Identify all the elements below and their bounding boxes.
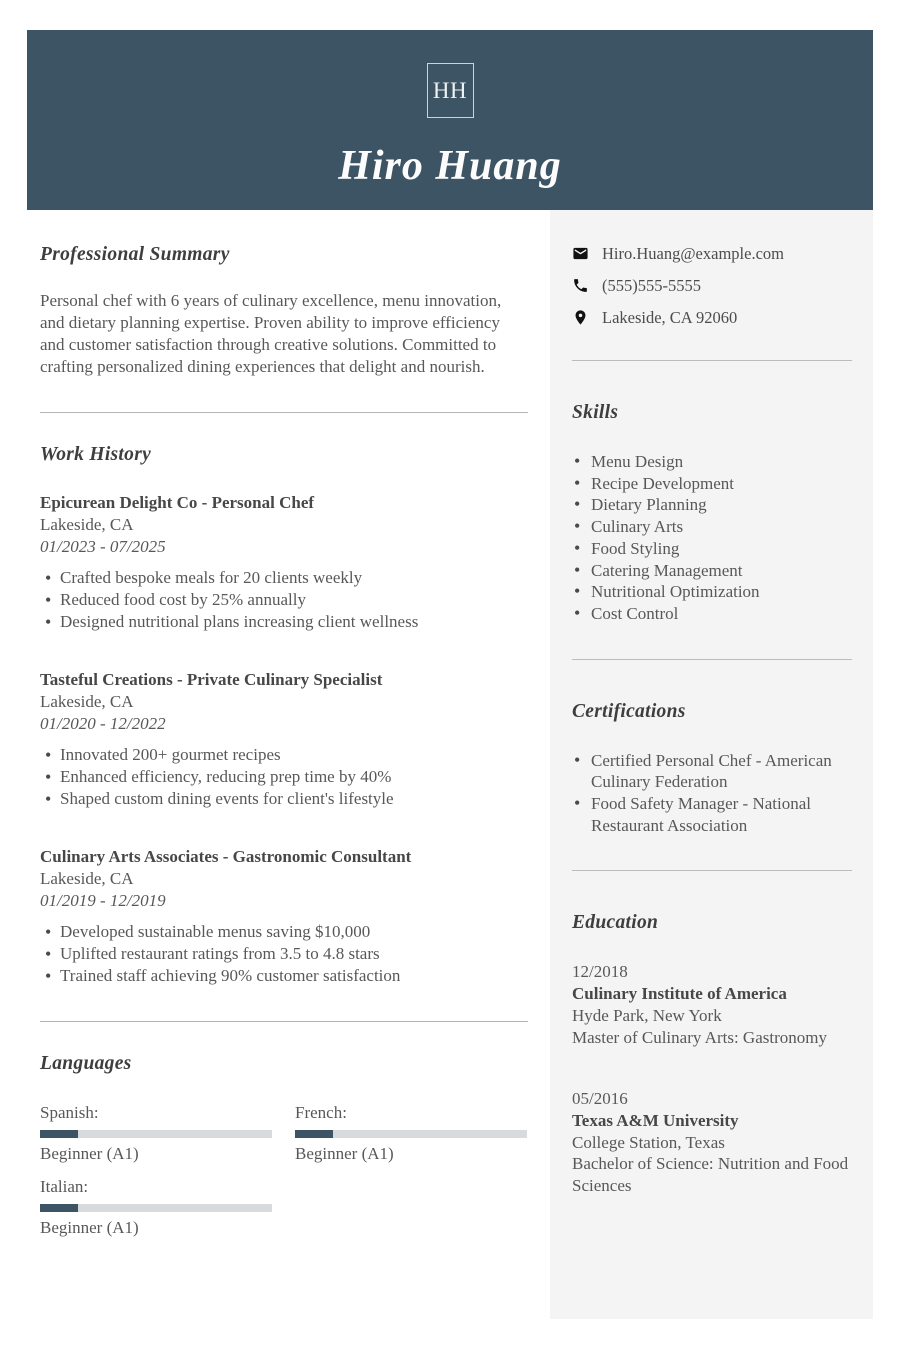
skill-item: • Cost Control bbox=[572, 603, 852, 625]
section-contact bbox=[572, 245, 852, 326]
divider bbox=[572, 659, 852, 660]
email-icon bbox=[572, 245, 589, 262]
certification-item: • Food Safety Manager - National Restaurant Association bbox=[572, 793, 852, 836]
section-languages bbox=[40, 1052, 528, 1238]
bullet-item: • Shaped custom dining events for client's lifestyle bbox=[40, 788, 528, 810]
language-name: Italian: bbox=[40, 1177, 89, 1196]
language-progress-fill bbox=[40, 1130, 78, 1138]
job-location: Lakeside, CA bbox=[40, 869, 134, 888]
language-progress-bar bbox=[295, 1130, 527, 1138]
divider bbox=[40, 412, 528, 413]
section-work-history bbox=[40, 443, 528, 987]
bullet-item: • Designed nutritional plans increasing client wellness bbox=[40, 611, 528, 633]
skill-item: • Food Styling bbox=[572, 538, 852, 560]
language-item bbox=[40, 1103, 272, 1164]
job-entry bbox=[40, 669, 528, 810]
language-progress-bar bbox=[40, 1130, 272, 1138]
skills-list bbox=[572, 451, 852, 625]
certification-item: • Certified Personal Chef - American Culinary Federation bbox=[572, 750, 852, 793]
bullet-item: • Innovated 200+ gourmet recipes bbox=[40, 744, 528, 766]
summary-heading: Professional Summary bbox=[40, 244, 230, 265]
education-school: Culinary Institute of America bbox=[572, 984, 787, 1004]
contact-email-row bbox=[572, 245, 852, 262]
skill-item: • Recipe Development bbox=[572, 473, 852, 495]
education-date: 12/2018 bbox=[572, 962, 628, 982]
certifications-list bbox=[572, 750, 852, 837]
job-dates: 01/2023 - 07/2025 bbox=[40, 537, 166, 556]
bullet-item: • Trained staff achieving 90% customer satisfaction bbox=[40, 965, 528, 987]
contact-phone: (555)555-5555 bbox=[602, 276, 701, 295]
education-date: 05/2016 bbox=[572, 1089, 628, 1109]
job-location: Lakeside, CA bbox=[40, 515, 134, 534]
phone-icon bbox=[572, 277, 589, 294]
job-title: Epicurean Delight Co - Personal Chef bbox=[40, 493, 315, 512]
bullet-item: • Uplifted restaurant ratings from 3.5 to 4.8 stars bbox=[40, 943, 528, 965]
job-bullet-list bbox=[40, 921, 528, 987]
summary-text: Personal chef with 6 years of culinary excellence, menu innovation, and dietary planning expertise. Proven ability to improve efficiency and customer satisfaction through creative solutions. Committed to crafting personalized dining experiences that delight and nourish. bbox=[40, 291, 502, 376]
contact-phone-row bbox=[572, 277, 852, 294]
job-bullet-list bbox=[40, 744, 528, 810]
divider bbox=[40, 1021, 528, 1022]
skill-item: • Catering Management bbox=[572, 560, 852, 582]
language-item bbox=[40, 1177, 272, 1238]
skill-item: • Dietary Planning bbox=[572, 494, 852, 516]
education-degree: Master of Culinary Arts: Gastronomy bbox=[572, 1027, 827, 1047]
education-entry bbox=[572, 1088, 852, 1197]
bullet-item: • Developed sustainable menus saving $10,000 bbox=[40, 921, 528, 943]
languages-heading: Languages bbox=[40, 1053, 132, 1074]
work-history-heading: Work History bbox=[40, 444, 152, 465]
divider bbox=[572, 870, 852, 871]
job-entry bbox=[40, 492, 528, 633]
section-education bbox=[572, 911, 852, 1196]
languages-grid bbox=[40, 1103, 528, 1238]
header-banner bbox=[27, 30, 873, 210]
monogram-initials: HH bbox=[432, 77, 468, 103]
language-progress-fill bbox=[40, 1204, 78, 1212]
section-skills bbox=[572, 401, 852, 625]
bullet-item: • Crafted bespoke meals for 20 clients weekly bbox=[40, 567, 528, 589]
language-progress-bar bbox=[40, 1204, 272, 1212]
section-certifications bbox=[572, 700, 852, 837]
job-location: Lakeside, CA bbox=[40, 692, 134, 711]
education-entry bbox=[572, 961, 852, 1048]
main-column bbox=[27, 210, 550, 1319]
skill-item: • Culinary Arts bbox=[572, 516, 852, 538]
content-columns bbox=[27, 210, 873, 1319]
education-heading: Education bbox=[572, 912, 659, 934]
education-location: Hyde Park, New York bbox=[572, 1005, 722, 1025]
job-bullet-list bbox=[40, 567, 528, 633]
language-item bbox=[295, 1103, 527, 1164]
contact-email: Hiro.Huang@example.com bbox=[602, 244, 784, 263]
language-progress-fill bbox=[295, 1130, 333, 1138]
skill-item: • Nutritional Optimization bbox=[572, 581, 852, 603]
education-location: College Station, Texas bbox=[572, 1132, 725, 1152]
candidate-name: Hiro Huang bbox=[338, 143, 562, 189]
divider bbox=[572, 360, 852, 361]
skill-item: • Menu Design bbox=[572, 451, 852, 473]
language-name: French: bbox=[295, 1103, 347, 1122]
language-level: Beginner (A1) bbox=[40, 1218, 139, 1237]
contact-location-row bbox=[572, 309, 852, 326]
certifications-heading: Certifications bbox=[572, 700, 686, 722]
language-name: Spanish: bbox=[40, 1103, 99, 1122]
monogram-badge bbox=[427, 63, 474, 118]
job-title: Tasteful Creations - Private Culinary Specialist bbox=[40, 670, 383, 689]
job-dates: 01/2019 - 12/2019 bbox=[40, 891, 166, 910]
bullet-item: • Reduced food cost by 25% annually bbox=[40, 589, 528, 611]
job-entry bbox=[40, 846, 528, 987]
skills-heading: Skills bbox=[572, 402, 619, 423]
education-degree: Bachelor of Science: Nutrition and Food Sciences bbox=[572, 1154, 849, 1196]
education-school: Texas A&M University bbox=[572, 1110, 739, 1130]
section-professional-summary bbox=[40, 243, 528, 378]
location-pin-icon bbox=[572, 309, 589, 326]
language-level: Beginner (A1) bbox=[295, 1144, 394, 1163]
job-dates: 01/2020 - 12/2022 bbox=[40, 714, 166, 733]
bullet-item: • Enhanced efficiency, reducing prep time by 40% bbox=[40, 766, 528, 788]
job-title: Culinary Arts Associates - Gastronomic Consultant bbox=[40, 847, 412, 866]
contact-location: Lakeside, CA 92060 bbox=[602, 308, 738, 327]
language-level: Beginner (A1) bbox=[40, 1144, 139, 1163]
sidebar-column bbox=[550, 210, 873, 1319]
